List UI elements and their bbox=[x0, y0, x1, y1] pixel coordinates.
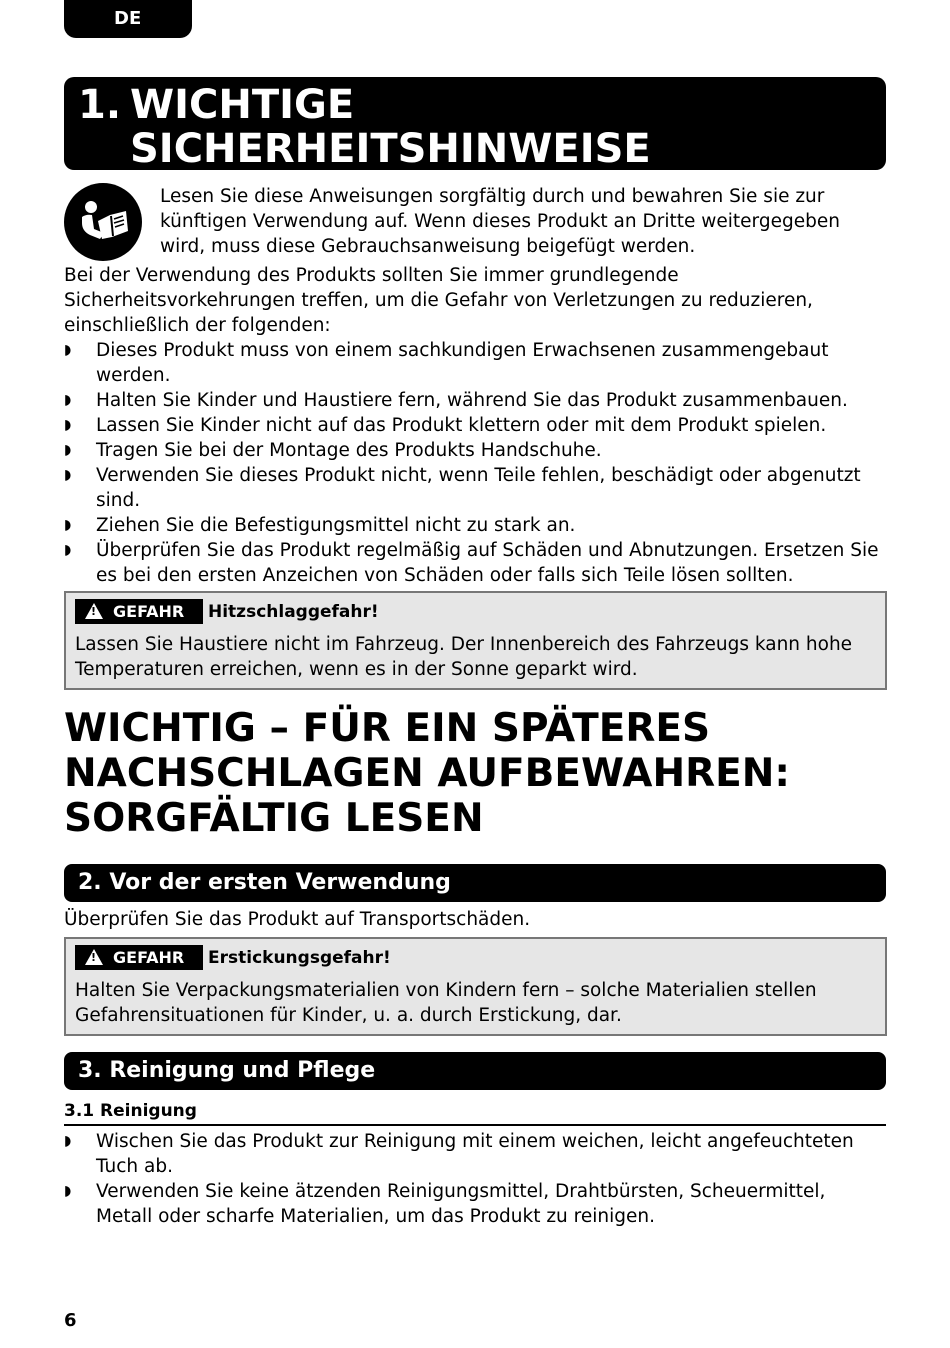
list-item: ◗ Verwenden Sie keine ätzenden Reinigungsmittel, Drahtbürsten, Scheuermittel, Metall oder scharfe Materialien, um das Produkt zu reinigen. bbox=[64, 1181, 826, 1227]
section-3-heading: 3. Reinigung und Pflege bbox=[64, 1052, 886, 1090]
page-number: 6 bbox=[64, 1310, 77, 1331]
list-item: ◗ Tragen Sie bei der Montage des Produkts Handschuhe. bbox=[64, 440, 602, 461]
list-item: ◗ Halten Sie Kinder und Haustiere fern, während Sie das Produkt zusammenbauen. bbox=[64, 390, 848, 411]
list-item: ◗ Lassen Sie Kinder nicht auf das Produkt klettern oder mit dem Produkt spielen. bbox=[64, 415, 827, 436]
section-1-number: 1. bbox=[78, 82, 122, 128]
transport-check-text: Überprüfen Sie das Produkt auf Transportschäden. bbox=[64, 909, 531, 930]
warning-title: Erstickungsgefahr! bbox=[208, 948, 391, 968]
danger-badge: !GEFAHR bbox=[75, 599, 203, 624]
important-heading: WICHTIG – FÜR EIN SPÄTERES NACHSCHLAGEN AUFBEWAHREN: SORGFÄLTIG LESEN bbox=[64, 706, 790, 841]
section-2-heading: 2. Vor der ersten Verwendung bbox=[64, 864, 886, 902]
safety-list bbox=[64, 338, 886, 588]
intro-text: Lesen Sie diese Anweisungen sorgfältig durch und bewahren Sie sie zur künftigen Verwendung auf. Wenn dieses Produkt an Dritte weitergegeben wird, muss diese Gebrauchsanweisung beigefügt werden. bbox=[160, 186, 840, 257]
section-1-heading bbox=[64, 77, 886, 170]
bullet-icon: ◗ bbox=[64, 342, 72, 358]
bullet-icon: ◗ bbox=[64, 442, 72, 458]
bullet-icon: ◗ bbox=[64, 517, 72, 533]
list-item: ◗ Überprüfen Sie das Produkt regelmäßig auf Schäden und Abnutzungen. Ersetzen Sie es bei den ersten Anzeichen von Schäden oder falls sich Teile lösen sollten. bbox=[64, 540, 879, 586]
danger-badge: !GEFAHR bbox=[75, 945, 203, 970]
bullet-icon: ◗ bbox=[64, 392, 72, 408]
bullet-icon: ◗ bbox=[64, 417, 72, 433]
precaution-text: Bei der Verwendung des Produkts sollten Sie immer grundlegende Sicherheitsvorkehrungen treffen, um die Gefahr von Verletzungen zu reduzieren, einschließlich der folgenden: bbox=[64, 265, 813, 336]
section-1-title-line1: WICHTIGE bbox=[130, 82, 355, 128]
warning-triangle-icon bbox=[85, 603, 103, 619]
list-item: ◗ Verwenden Sie dieses Produkt nicht, wenn Teile fehlen, beschädigt oder abgenutzt sind. bbox=[64, 465, 861, 511]
suffocation-warning-box bbox=[64, 937, 887, 1036]
warning-text: Lassen Sie Haustiere nicht im Fahrzeug. Der Innenbereich des Fahrzeugs kann hohe Temperaturen erreichen, wenn es in der Sonne geparkt wird. bbox=[75, 634, 853, 680]
bullet-icon: ◗ bbox=[64, 1133, 72, 1149]
bullet-icon: ◗ bbox=[64, 542, 72, 558]
cleaning-list bbox=[64, 1129, 886, 1229]
read-manual-icon bbox=[64, 183, 142, 261]
heatstroke-warning-box bbox=[64, 591, 887, 690]
bullet-icon: ◗ bbox=[64, 1183, 72, 1199]
warning-triangle-icon bbox=[85, 949, 103, 965]
section-1-title-line2: SICHERHEITSHINWEISE bbox=[130, 126, 651, 172]
language-tab: DE bbox=[64, 0, 192, 38]
bullet-icon: ◗ bbox=[64, 467, 72, 483]
warning-title: Hitzschlaggefahr! bbox=[208, 602, 379, 622]
list-item: ◗ Wischen Sie das Produkt zur Reinigung mit einem weichen, leicht angefeuchteten Tuch ab. bbox=[64, 1131, 854, 1177]
section-3-1-subheading: 3.1 Reinigung bbox=[64, 1099, 886, 1126]
list-item: ◗ Ziehen Sie die Befestigungsmittel nicht zu stark an. bbox=[64, 515, 576, 536]
warning-text: Halten Sie Verpackungsmaterialien von Kindern fern – solche Materialien stellen Gefahrensituationen für Kinder, u. a. durch Erstickung, dar. bbox=[75, 980, 817, 1026]
list-item: ◗ Dieses Produkt muss von einem sachkundigen Erwachsenen zusammengebaut werden. bbox=[64, 340, 829, 386]
